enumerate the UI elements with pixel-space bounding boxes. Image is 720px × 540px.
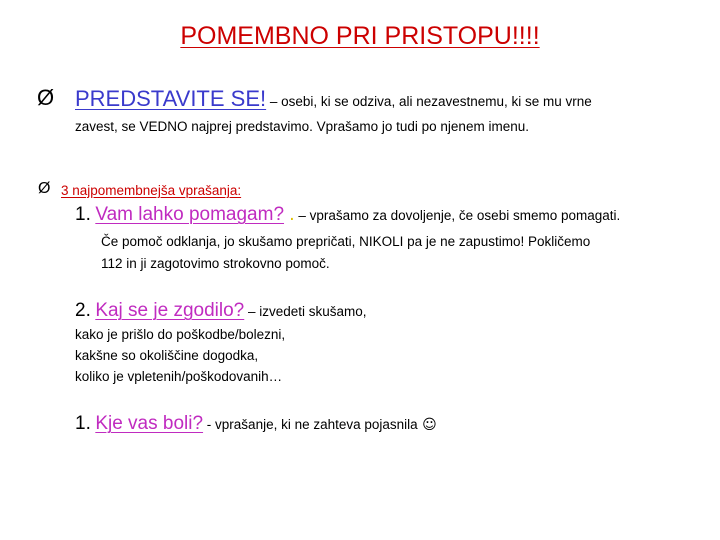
question-detail: kakšne so okoliščine dogodka, (75, 348, 259, 363)
question-detail: kako je prišlo do poškodbe/bolezni, (75, 327, 286, 342)
question-description: – izvedeti skušamo, (244, 304, 367, 319)
introduce-heading: PREDSTAVITE SE! (75, 86, 267, 111)
question-item (75, 204, 620, 226)
question-text: Vam lahko pomagam? (95, 204, 285, 225)
question-item (75, 300, 367, 322)
introduce-text-continued: zavest, se VEDNO najprej predstavimo. Vprašamo jo tudi po njenem imenu. (75, 119, 529, 134)
question-number: 2. (75, 300, 91, 321)
question-description: - vprašanje, ki ne zahteva pojasnila (203, 417, 418, 432)
introduce-text: – osebi, ki se odziva, ali nezavestnemu, ki se mu vrne (266, 94, 592, 109)
question-text: Kje vas boli? (95, 413, 204, 434)
slide-title (0, 22, 720, 51)
questions-heading: 3 najpomembnejša vprašanja: (61, 183, 242, 198)
question-dot: . (284, 204, 295, 225)
arrow-bullet-icon: Ø (38, 180, 51, 197)
bullet-introduce-line (75, 86, 592, 112)
arrow-bullet-icon: Ø (37, 85, 55, 110)
question-description: – vprašamo za dovoljenje, če osebi smemo pomagati. (294, 208, 621, 223)
question-number: 1. (75, 413, 91, 434)
question-item (75, 413, 437, 435)
question-note: Če pomoč odklanja, jo skušamo prepričati, NIKOLI pa je ne zapustimo! Pokličemo (101, 234, 591, 249)
question-text: Kaj se je zgodilo? (95, 300, 245, 321)
slide-title-text: POMEMBNO PRI PRISTOPU!!!! (180, 22, 540, 50)
question-detail: koliko je vpletenih/poškodovanih… (75, 369, 283, 384)
smiley-icon: ☺ (422, 417, 437, 433)
question-number: 1. (75, 204, 91, 225)
question-note: 112 in ji zagotovimo strokovno pomoč. (101, 256, 330, 271)
